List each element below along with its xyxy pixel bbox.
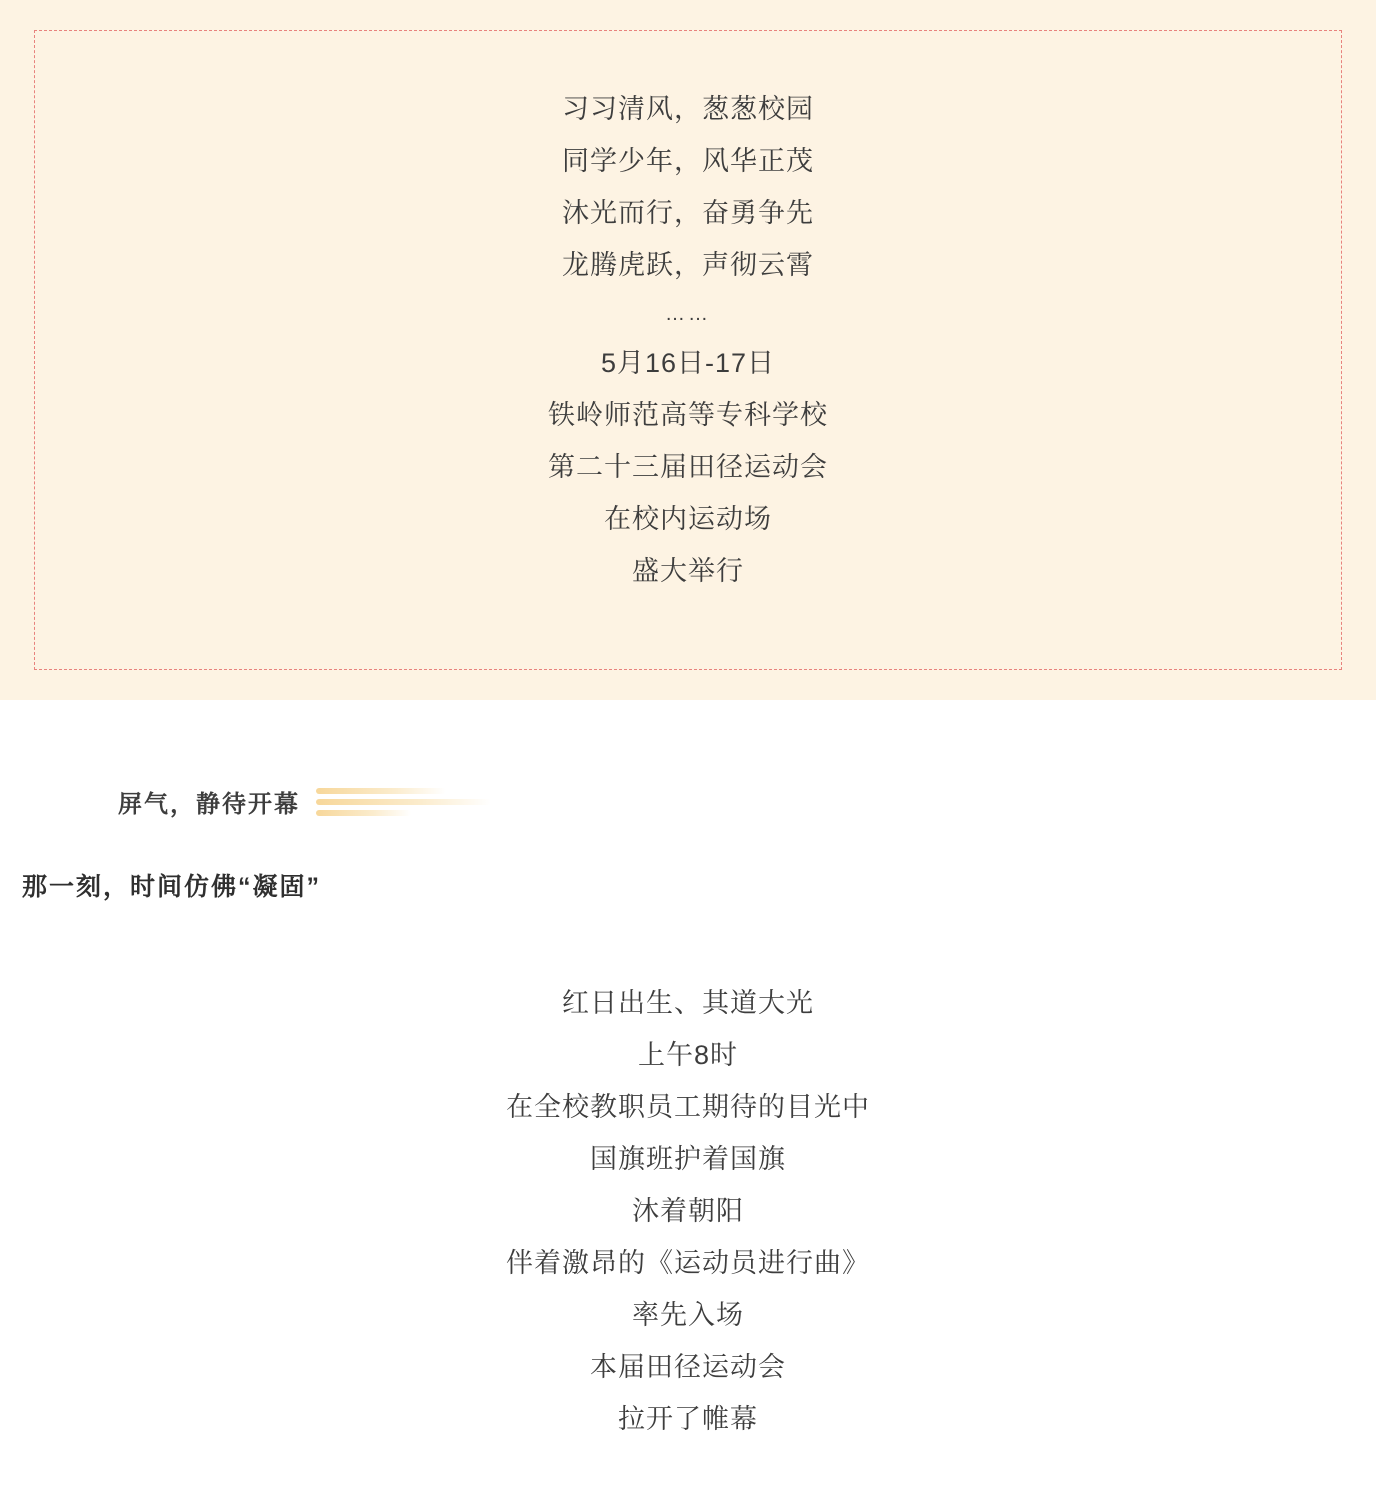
- accent-bar-2: [316, 799, 491, 805]
- ellipsis-divider: ……: [665, 303, 711, 325]
- bottom-line: 率先入场: [632, 1300, 744, 1330]
- event-venue: 在校内运动场: [604, 504, 772, 534]
- bottom-line: 上午8时: [637, 1040, 739, 1070]
- subhead-text: 屏气，静待开幕: [118, 791, 300, 818]
- poem-line: 沐光而行，奋勇争先: [562, 198, 814, 228]
- event-title: 第二十三届田径运动会: [548, 452, 828, 482]
- bottom-line: 伴着激昂的《运动员进行曲》: [506, 1248, 870, 1278]
- poem-line: 同学少年，风华正茂: [562, 146, 814, 176]
- headline-text: 那一刻，时间仿佛“凝固”: [22, 873, 322, 901]
- bottom-line: 在全校教职员工期待的目光中: [506, 1092, 870, 1122]
- bottom-line: 拉开了帷幕: [618, 1404, 758, 1434]
- accent-bar-1: [316, 788, 446, 794]
- event-status: 盛大举行: [632, 556, 744, 586]
- bottom-line: 国旗班护着国旗: [590, 1144, 786, 1174]
- poem-line: 龙腾虎跃，声彻云霄: [562, 250, 814, 280]
- poem-line: 习习清风，葱葱校园: [562, 94, 814, 124]
- banner-section: [0, 0, 1376, 700]
- accent-bars: [316, 788, 506, 816]
- bottom-line: 红日出生、其道大光: [562, 988, 814, 1018]
- bottom-line: 沐着朝阳: [632, 1196, 744, 1226]
- mid-section: [0, 700, 1376, 903]
- bottom-line: 本届田径运动会: [590, 1352, 786, 1382]
- banner-dashed-frame: [34, 30, 1342, 670]
- bottom-section: [0, 977, 1376, 1485]
- accent-bar-3: [316, 810, 411, 816]
- event-date: 5月16日-17日: [600, 348, 776, 378]
- event-school: 铁岭师范高等专科学校: [548, 400, 828, 430]
- subhead-row: [0, 784, 1376, 819]
